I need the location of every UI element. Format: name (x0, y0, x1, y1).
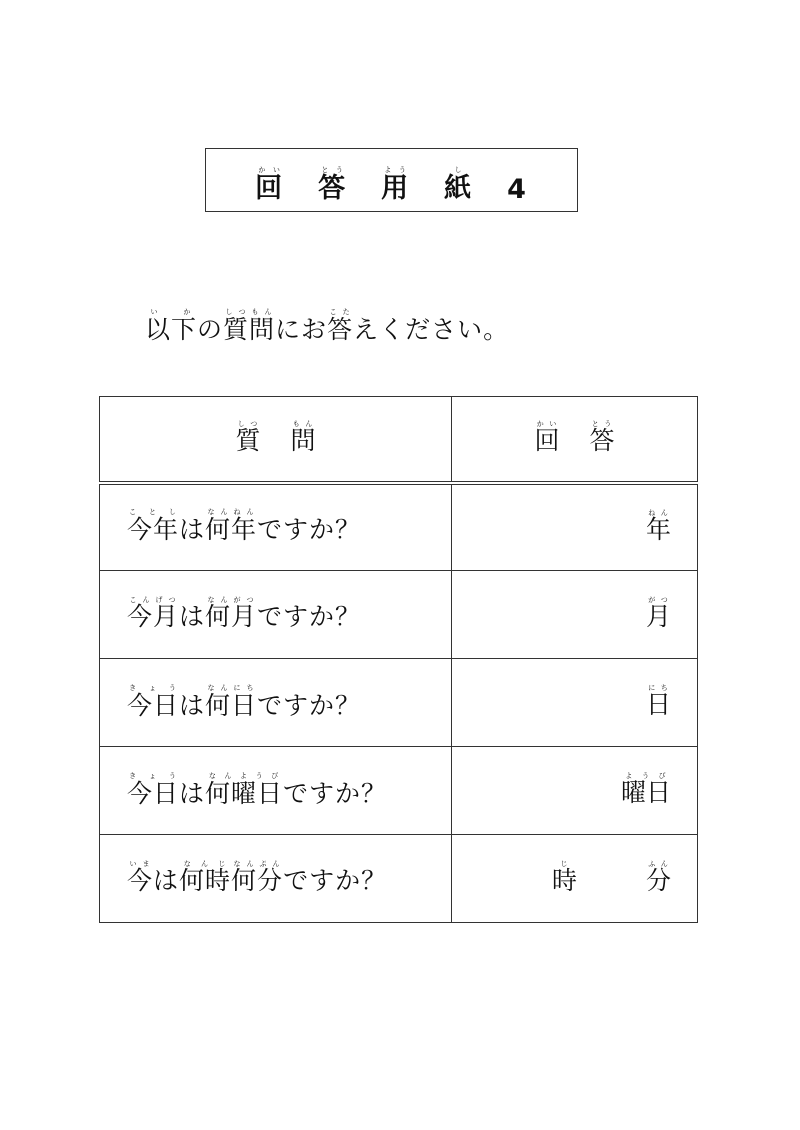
qa-table (99, 396, 698, 923)
answer-cell[interactable] (452, 835, 698, 923)
question-cell: 今いまは何時なんじ何分なんぷんですか？ (100, 835, 452, 923)
table-row (100, 659, 698, 747)
answer-cell[interactable]: 年ねん (452, 483, 698, 571)
question-cell: 今日き ょ うは何曜日なんようびですか？ (100, 747, 452, 835)
table-header-row (100, 397, 698, 483)
title-char: 答とう (318, 165, 348, 204)
answer-cell[interactable]: 曜日ようび (452, 747, 698, 835)
table-row (100, 835, 698, 923)
table-row (100, 571, 698, 659)
title-number: 4 (507, 173, 528, 205)
answer-cell[interactable]: 日にち (452, 659, 698, 747)
title-box (205, 148, 578, 212)
question-cell: 今日き ょ うは何日なんにちですか？ (100, 659, 452, 747)
title-char: 紙し (444, 165, 474, 204)
answer-header: 回かい 答とう (452, 397, 698, 483)
minute-unit: 分ふん (645, 860, 671, 895)
hour-unit: 時じ (552, 860, 578, 895)
table-row (100, 483, 698, 571)
question-cell: 今月こんげつは何月なんがつですか？ (100, 571, 452, 659)
question-cell: 今年こ と しは何年なんねんですか？ (100, 483, 452, 571)
title-char: 用よう (381, 165, 411, 204)
title-char: 回かい (255, 165, 285, 204)
answer-cell[interactable]: 月がつ (452, 571, 698, 659)
page-title (255, 156, 528, 205)
question-header: 質しつ 問もん (100, 397, 452, 483)
table-row (100, 747, 698, 835)
instruction-text: 以下い かの質問しつもんにお答こたえください。 (145, 308, 510, 344)
